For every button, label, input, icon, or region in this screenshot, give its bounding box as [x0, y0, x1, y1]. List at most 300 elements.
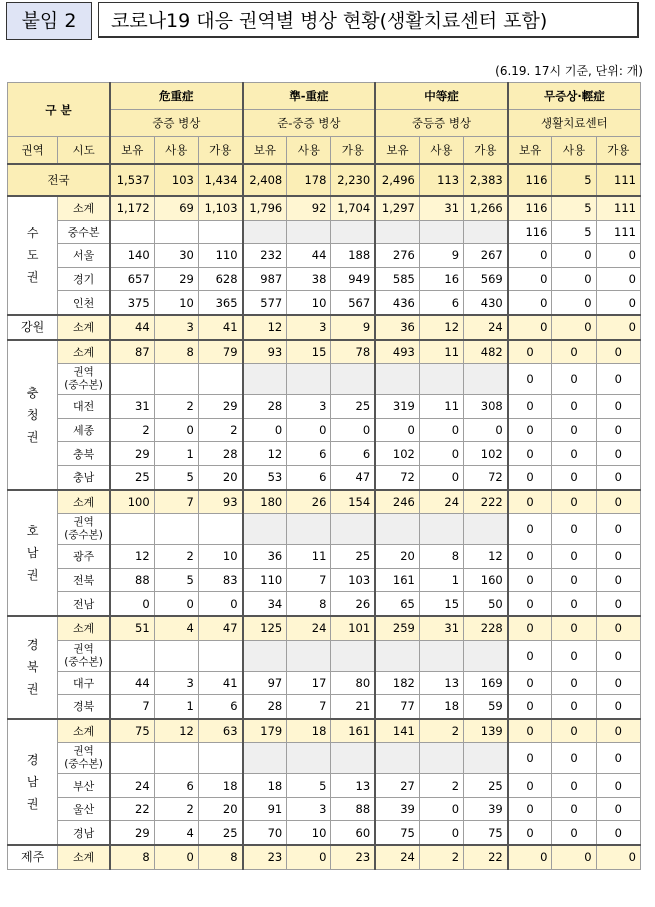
sido-label: 울산: [58, 797, 110, 821]
cell-value: 657: [110, 267, 154, 291]
table-row: [8, 671, 641, 695]
cell-value: 246: [375, 490, 419, 514]
cell-value: 0: [508, 695, 552, 719]
cell-value: 0: [110, 592, 154, 616]
cell-value: 0: [596, 490, 640, 514]
cell-value: 102: [464, 442, 508, 466]
cell-value: 0: [596, 616, 640, 640]
cell-value: 0: [508, 568, 552, 592]
col-header-used: 사용: [154, 137, 198, 165]
cell-value: 4: [154, 616, 198, 640]
cell-value: 8: [198, 845, 242, 869]
cell-value: [198, 220, 242, 244]
cell-value: 5: [287, 774, 331, 798]
cell-value: 2: [154, 395, 198, 419]
sido-label-line: 권역: [73, 642, 94, 655]
cell-value: 569: [464, 267, 508, 291]
cell-value: 88: [331, 797, 375, 821]
cell-value: 83: [198, 568, 242, 592]
sido-label: 충남: [58, 465, 110, 489]
cell-value: 24: [419, 490, 463, 514]
col-header-used: 사용: [552, 137, 596, 165]
cell-value: 11: [419, 340, 463, 364]
cell-value: 179: [243, 719, 287, 743]
cell-value: 111: [596, 220, 640, 244]
cell-value: 47: [331, 465, 375, 489]
cell-value: 10: [154, 291, 198, 315]
table-row: [8, 267, 641, 291]
cell-value: 0: [552, 465, 596, 489]
cell-value: 140: [110, 244, 154, 268]
cell-value: 12: [243, 442, 287, 466]
cell-value: [464, 514, 508, 545]
cell-value: [287, 364, 331, 395]
col-region-header: 권역: [8, 137, 58, 165]
table-row: [8, 774, 641, 798]
region-char: 도: [26, 248, 39, 263]
col-header-used: 사용: [419, 137, 463, 165]
cell-value: [287, 640, 331, 671]
cell-value: [375, 640, 419, 671]
cell-value: 29: [154, 267, 198, 291]
cell-value: [419, 640, 463, 671]
cell-value: 7: [287, 695, 331, 719]
cell-value: 0: [375, 418, 419, 442]
cell-value: 436: [375, 291, 419, 315]
cell-value: 60: [331, 821, 375, 845]
cell-value: 10: [198, 545, 242, 569]
cell-value: 0: [596, 545, 640, 569]
cell-value: 72: [375, 465, 419, 489]
gubun-header: 구 분: [8, 83, 110, 137]
sido-label: 경북: [58, 695, 110, 719]
cell-value: 0: [552, 364, 596, 395]
sido-label: [58, 514, 110, 545]
cell-value: [419, 514, 463, 545]
region-char: 경: [26, 638, 39, 653]
cell-value: 308: [464, 395, 508, 419]
cell-value: 0: [596, 695, 640, 719]
col-sido-header: 시도: [58, 137, 110, 165]
group-sub-critical: 중증 병상: [110, 110, 243, 137]
cell-value: 0: [596, 592, 640, 616]
cell-value: 0: [596, 719, 640, 743]
cell-value: 12: [110, 545, 154, 569]
cell-value: 0: [508, 592, 552, 616]
cell-value: 69: [154, 196, 198, 220]
cell-value: 0: [552, 291, 596, 315]
region-char: 청: [26, 407, 39, 422]
col-header-avail: 가용: [198, 137, 242, 165]
cell-value: 2: [419, 774, 463, 798]
cell-value: [198, 364, 242, 395]
cell-value: 78: [331, 340, 375, 364]
cell-value: 0: [552, 514, 596, 545]
cell-value: 31: [419, 196, 463, 220]
cell-value: 18: [243, 774, 287, 798]
cell-value: 31: [419, 616, 463, 640]
cell-value: [375, 514, 419, 545]
cell-value: 482: [464, 340, 508, 364]
cell-value: 0: [508, 845, 552, 869]
cell-value: 0: [508, 340, 552, 364]
cell-value: 0: [552, 719, 596, 743]
cell-value: 2,496: [375, 164, 419, 196]
cell-value: [464, 743, 508, 774]
cell-value: 0: [552, 671, 596, 695]
cell-value: 6: [287, 442, 331, 466]
cell-value: 222: [464, 490, 508, 514]
document-title: 코로나19 대응 권역별 병상 현황(생활치료센터 포함): [98, 2, 639, 38]
cell-value: 0: [508, 640, 552, 671]
sido-label: 서울: [58, 244, 110, 268]
table-row: [8, 291, 641, 315]
sido-label: 소계: [58, 845, 110, 869]
cell-value: 5: [154, 568, 198, 592]
cell-value: 0: [596, 395, 640, 419]
table-row: [8, 364, 641, 395]
cell-value: 0: [552, 568, 596, 592]
cell-value: 88: [110, 568, 154, 592]
cell-value: 228: [464, 616, 508, 640]
cell-value: [110, 640, 154, 671]
cell-value: 430: [464, 291, 508, 315]
table-row: [8, 640, 641, 671]
cell-value: 53: [243, 465, 287, 489]
cell-value: 28: [243, 395, 287, 419]
cell-value: 28: [243, 695, 287, 719]
cell-value: 0: [596, 821, 640, 845]
cell-value: [464, 640, 508, 671]
cell-value: 161: [375, 568, 419, 592]
cell-value: [154, 743, 198, 774]
cell-value: [154, 514, 198, 545]
cell-value: 3: [154, 315, 198, 340]
bed-status-table: [7, 82, 641, 870]
unit-note: (6.19. 17시 기준, 단위: 개): [495, 64, 643, 78]
sido-label: 소계: [58, 315, 110, 340]
cell-value: 24: [110, 774, 154, 798]
group-header-semi-critical: 準-重症: [243, 83, 376, 110]
cell-value: 41: [198, 315, 242, 340]
cell-value: 17: [287, 671, 331, 695]
cell-value: 44: [110, 671, 154, 695]
cell-value: 987: [243, 267, 287, 291]
cell-value: 0: [508, 364, 552, 395]
cell-value: [110, 220, 154, 244]
table-row: [8, 797, 641, 821]
cell-value: 13: [331, 774, 375, 798]
cell-value: 4: [154, 821, 198, 845]
cell-value: 34: [243, 592, 287, 616]
cell-value: 22: [464, 845, 508, 869]
region-label: [8, 719, 58, 845]
cell-value: 51: [110, 616, 154, 640]
cell-value: 0: [331, 418, 375, 442]
cell-value: 18: [287, 719, 331, 743]
cell-value: 0: [596, 315, 640, 340]
cell-value: 0: [552, 774, 596, 798]
national-row: [8, 164, 641, 196]
cell-value: 180: [243, 490, 287, 514]
cell-value: 110: [198, 244, 242, 268]
table-row: [8, 315, 641, 340]
region-char: 권: [26, 567, 39, 582]
cell-value: 0: [552, 244, 596, 268]
cell-value: 585: [375, 267, 419, 291]
cell-value: 2: [110, 418, 154, 442]
cell-value: 6: [154, 774, 198, 798]
cell-value: 3: [287, 395, 331, 419]
sido-label-line: 권역: [73, 745, 94, 758]
sido-label-line: (중수본): [64, 379, 103, 392]
cell-value: 116: [508, 220, 552, 244]
sido-label: [58, 743, 110, 774]
cell-value: 365: [198, 291, 242, 315]
cell-value: 70: [243, 821, 287, 845]
cell-value: 0: [508, 442, 552, 466]
cell-value: 375: [110, 291, 154, 315]
cell-value: 7: [110, 695, 154, 719]
cell-value: 5: [552, 196, 596, 220]
cell-value: 9: [419, 244, 463, 268]
cell-value: 50: [464, 592, 508, 616]
cell-value: 16: [419, 267, 463, 291]
cell-value: 27: [375, 774, 419, 798]
cell-value: 0: [552, 821, 596, 845]
cell-value: 93: [243, 340, 287, 364]
cell-value: [331, 743, 375, 774]
cell-value: 0: [552, 315, 596, 340]
title-bar: [6, 2, 641, 40]
cell-value: 0: [596, 774, 640, 798]
sido-label-line: 권역: [73, 366, 94, 379]
cell-value: 0: [508, 797, 552, 821]
cell-value: 0: [287, 845, 331, 869]
sido-label: 세종: [58, 418, 110, 442]
cell-value: 10: [287, 821, 331, 845]
cell-value: 2: [154, 545, 198, 569]
table-row: [8, 592, 641, 616]
cell-value: 25: [110, 465, 154, 489]
cell-value: 161: [331, 719, 375, 743]
cell-value: [375, 743, 419, 774]
cell-value: 25: [331, 395, 375, 419]
cell-value: 6: [419, 291, 463, 315]
cell-value: 0: [508, 244, 552, 268]
cell-value: 567: [331, 291, 375, 315]
cell-value: 0: [596, 640, 640, 671]
cell-value: [243, 364, 287, 395]
cell-value: 0: [419, 797, 463, 821]
cell-value: 182: [375, 671, 419, 695]
cell-value: 12: [464, 545, 508, 569]
cell-value: 13: [419, 671, 463, 695]
cell-value: 0: [596, 267, 640, 291]
cell-value: 0: [596, 340, 640, 364]
cell-value: [198, 640, 242, 671]
sido-label: [58, 364, 110, 395]
cell-value: 0: [596, 743, 640, 774]
cell-value: 2: [154, 797, 198, 821]
sido-label: 경남: [58, 821, 110, 845]
cell-value: 20: [198, 797, 242, 821]
cell-value: [375, 220, 419, 244]
cell-value: 25: [331, 545, 375, 569]
table-row: [8, 220, 641, 244]
cell-value: [287, 220, 331, 244]
cell-value: 0: [508, 315, 552, 340]
cell-value: 577: [243, 291, 287, 315]
cell-value: 103: [154, 164, 198, 196]
cell-value: 0: [419, 821, 463, 845]
cell-value: 39: [375, 797, 419, 821]
cell-value: [198, 743, 242, 774]
cell-value: 0: [508, 490, 552, 514]
cell-value: 110: [243, 568, 287, 592]
cell-value: 0: [508, 465, 552, 489]
region-char: 권: [26, 682, 39, 697]
cell-value: [419, 364, 463, 395]
cell-value: 1,297: [375, 196, 419, 220]
cell-value: 72: [464, 465, 508, 489]
cell-value: 29: [110, 821, 154, 845]
cell-value: 3: [287, 797, 331, 821]
cell-value: 0: [552, 395, 596, 419]
cell-value: 0: [596, 797, 640, 821]
cell-value: 139: [464, 719, 508, 743]
cell-value: 75: [464, 821, 508, 845]
cell-value: 0: [552, 490, 596, 514]
cell-value: 2: [198, 418, 242, 442]
cell-value: 1,266: [464, 196, 508, 220]
table-row: [8, 395, 641, 419]
cell-value: 0: [508, 395, 552, 419]
cell-value: 26: [331, 592, 375, 616]
region-char: 권: [26, 429, 39, 444]
cell-value: 0: [596, 465, 640, 489]
cell-value: 0: [552, 442, 596, 466]
cell-value: 0: [596, 291, 640, 315]
cell-value: 1,704: [331, 196, 375, 220]
table-row: [8, 244, 641, 268]
cell-value: 141: [375, 719, 419, 743]
sido-label: 대구: [58, 671, 110, 695]
cell-value: [287, 743, 331, 774]
cell-value: 38: [287, 267, 331, 291]
cell-value: 0: [508, 719, 552, 743]
column-header-row: [8, 137, 641, 165]
cell-value: 75: [110, 719, 154, 743]
cell-value: 20: [375, 545, 419, 569]
cell-value: 65: [375, 592, 419, 616]
region-char: 충: [26, 385, 39, 400]
cell-value: 0: [508, 291, 552, 315]
cell-value: [419, 220, 463, 244]
col-header-avail: 가용: [331, 137, 375, 165]
cell-value: 0: [287, 418, 331, 442]
sido-label: 전남: [58, 592, 110, 616]
cell-value: 102: [375, 442, 419, 466]
cell-value: 36: [243, 545, 287, 569]
cell-value: 63: [198, 719, 242, 743]
cell-value: 80: [331, 671, 375, 695]
cell-value: 0: [508, 671, 552, 695]
cell-value: [464, 220, 508, 244]
table-row: [8, 418, 641, 442]
cell-value: 0: [508, 821, 552, 845]
cell-value: 9: [331, 315, 375, 340]
cell-value: 0: [508, 514, 552, 545]
sido-label-line: (중수본): [64, 655, 103, 668]
cell-value: 12: [154, 719, 198, 743]
cell-value: [110, 364, 154, 395]
cell-value: 3: [287, 315, 331, 340]
cell-value: [154, 220, 198, 244]
sido-label: 소계: [58, 490, 110, 514]
cell-value: 111: [596, 164, 640, 196]
cell-value: [243, 743, 287, 774]
cell-value: 276: [375, 244, 419, 268]
cell-value: 1,172: [110, 196, 154, 220]
cell-value: 87: [110, 340, 154, 364]
table-row: [8, 465, 641, 489]
sido-label: 소계: [58, 616, 110, 640]
region-char: 남: [26, 545, 39, 560]
region-label: 제주: [8, 845, 58, 869]
sido-label: 충북: [58, 442, 110, 466]
table-row: [8, 616, 641, 640]
sido-label: 부산: [58, 774, 110, 798]
cell-value: 10: [287, 291, 331, 315]
cell-value: 22: [110, 797, 154, 821]
cell-value: [154, 640, 198, 671]
sido-label: 소계: [58, 719, 110, 743]
cell-value: 5: [154, 465, 198, 489]
cell-value: 0: [552, 616, 596, 640]
cell-value: 7: [287, 568, 331, 592]
cell-value: 1,434: [198, 164, 242, 196]
cell-value: 0: [552, 743, 596, 774]
cell-value: 44: [287, 244, 331, 268]
cell-value: 169: [464, 671, 508, 695]
cell-value: 0: [596, 671, 640, 695]
cell-value: 0: [198, 592, 242, 616]
cell-value: 100: [110, 490, 154, 514]
sido-label-line: 권역: [73, 516, 94, 529]
region-char: 남: [26, 774, 39, 789]
table-row: [8, 719, 641, 743]
cell-value: 79: [198, 340, 242, 364]
cell-value: 23: [331, 845, 375, 869]
col-header-used: 사용: [287, 137, 331, 165]
cell-value: 23: [243, 845, 287, 869]
cell-value: 267: [464, 244, 508, 268]
cell-value: 24: [375, 845, 419, 869]
cell-value: 5: [552, 164, 596, 196]
region-char: 북: [26, 660, 39, 675]
cell-value: 47: [198, 616, 242, 640]
region-label: [8, 196, 58, 315]
cell-value: 0: [596, 364, 640, 395]
cell-value: 160: [464, 568, 508, 592]
sido-label: 소계: [58, 196, 110, 220]
cell-value: [419, 743, 463, 774]
cell-value: 0: [552, 695, 596, 719]
cell-value: 0: [596, 442, 640, 466]
cell-value: [464, 364, 508, 395]
table-row: [8, 514, 641, 545]
